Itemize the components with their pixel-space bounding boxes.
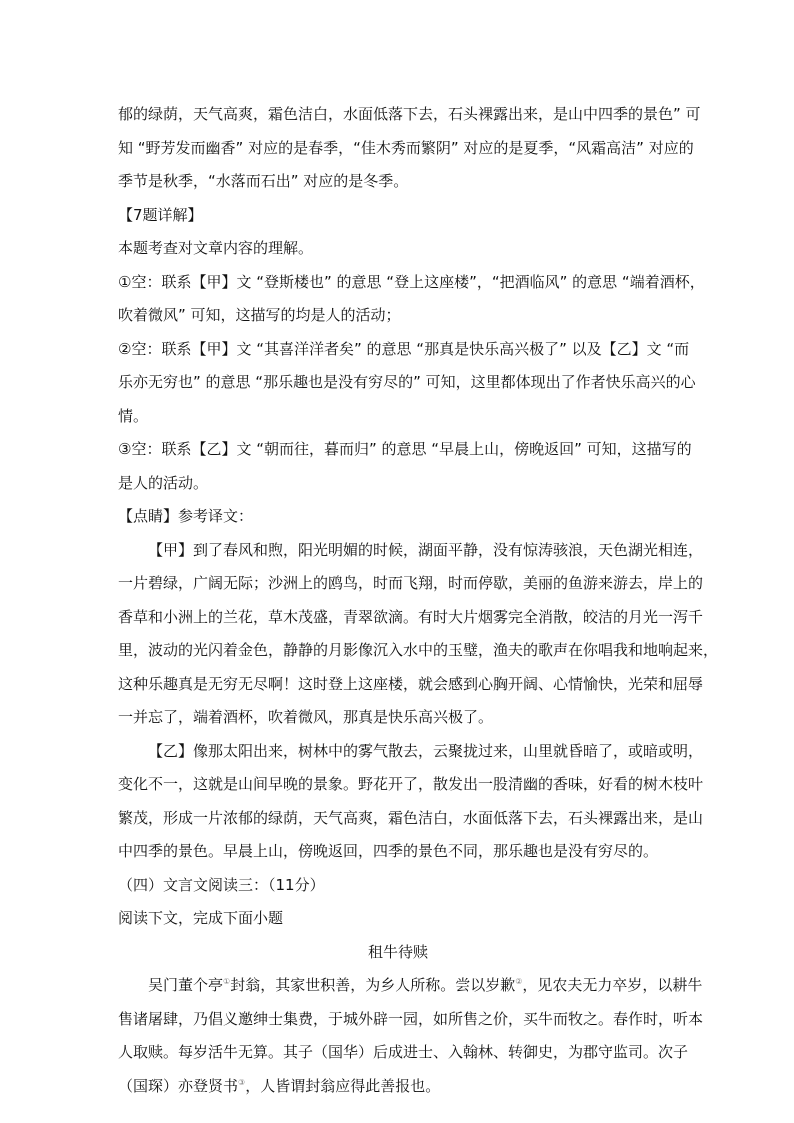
text-line: 繁茂，形成一片浓郁的绿荫，天气高爽，霜色洁白，水面低落下去，石头裸露出来，是山 [118, 808, 704, 827]
text-line: 乐亦无穷也” 的意思 “那乐趣也是没有穷尽的” 可知，这里都体现出了作者快乐高兴的心 [118, 373, 696, 391]
passage-text: ，人皆谓封翁应得此善报也。 [245, 1076, 441, 1095]
text-line: 【甲】到了春风和煦，阳光明媚的时候，湖面平静，没有惊涛骇浪，天色湖光相连， [148, 540, 704, 559]
text-line: 售诸屠肆，乃倡义邀绅士集费，于城外辟一园，如所售之价，买牛而牧之。春作时，听本 [118, 1009, 704, 1028]
passage-text: 吴门董个亭 [148, 976, 224, 994]
section-heading: （四）文言文阅读三：（11分） [118, 875, 325, 894]
text-line: 郁的绿荫，天气高爽，霜色洁白，水面低落下去，石头裸露出来，是山中四季的景色” 可 [118, 105, 701, 123]
footnote-marker: ① [223, 977, 231, 986]
text-line: 【乙】像那太阳出来，树林中的雾气散去，云聚拢过来，山里就昏暗了，或暗或明， [148, 741, 704, 760]
page-content [118, 98, 719, 1103]
answer-6-continuation [118, 98, 701, 199]
passage-text: ，见农夫无力卒岁，以耕牛 [522, 976, 703, 994]
text-line: 季节是秋季，“水落而石出” 对应的是冬季。 [118, 172, 409, 190]
passage-title: 租牛待赎 [367, 942, 428, 961]
text-line: 吹着微风” 可知，这描写的均是人的活动； [118, 306, 401, 324]
question-7-heading: 【7题详解】 [118, 205, 203, 224]
text-line: ②空：联系【甲】文 “其喜洋洋者矣” 的意思 “那真是快乐高兴极了” 以及【乙】文 “而 [118, 339, 690, 358]
text-line: 情。 [118, 406, 149, 425]
text-line: ③空：联系【乙】文 “朝而往，暮而归” 的意思 “早晨上山，傍晚返回” 可知，这描写的 [118, 440, 692, 458]
text-line: ①空：联系【甲】文 “登斯楼也” 的意思 “登上这座楼”，“把酒临风” 的意思 “端着酒杯， [118, 272, 705, 291]
text-line [118, 1070, 678, 1104]
passage-text: 封翁，其家世积善，为乡人所称。尝以岁歉 [230, 976, 516, 994]
text-line: 香草和小洲上的兰花，草木茂盛，青翠欲滴。有时大片烟雾完全消散，皎洁的月光一泻千 [118, 607, 704, 626]
text-line: 这种乐趣真是无穷无尽啊！这时登上这座楼，就会感到心胸开阔、心情愉快，光荣和屈辱 [118, 674, 704, 693]
text-line: 知 “野芳发而幽香” 对应的是春季，“佳木秀而繁阴” 对应的是夏季，“风霜高洁” 对应的 [118, 138, 694, 157]
text-line: 中四季的景色。早晨上山，傍晚返回，四季的景色不同，那乐趣也是没有穷尽的。 [118, 842, 659, 860]
footnote-marker: ③ [238, 1077, 246, 1087]
footnote-marker: ② [515, 977, 523, 986]
text-line: 变化不一，这就是山间早晚的景象。野花开了，散发出一股清幽的香味，好看的树木枝叶 [118, 775, 704, 793]
text-line: 人取赎。每岁活牛无算。其子（国华）后成进士、入翰林、转御史，为郡守监司。次子 [118, 1043, 689, 1061]
reading-instruction: 阅读下文，完成下面小题 [118, 909, 284, 927]
question-7-answers [118, 266, 705, 501]
passage-text: （国琛）亦登贤书 [118, 1076, 239, 1095]
notes-heading: 【点睛】参考译文： [118, 507, 254, 525]
text-line: 一片碧绿，广阔无际；沙洲上的鸥鸟，时而飞翔，时而停歇，美丽的鱼游来游去，岸上的 [118, 574, 704, 592]
text-line: 是人的活动。 [118, 473, 209, 492]
translation-jia [118, 534, 719, 735]
question-7-intro: 本题考查对文章内容的理解。 [118, 239, 314, 257]
text-line [118, 969, 703, 1003]
text-line: 一并忘了，端着酒杯，吹着微风，那真是快乐高兴极了。 [118, 708, 494, 726]
text-line: 里，波动的光闪着金色，静静的月影像沉入水中的玉璧，渔夫的歌声在你唱我和地响起来， [118, 641, 719, 659]
classical-passage [118, 969, 704, 1103]
translation-yi [118, 735, 704, 869]
